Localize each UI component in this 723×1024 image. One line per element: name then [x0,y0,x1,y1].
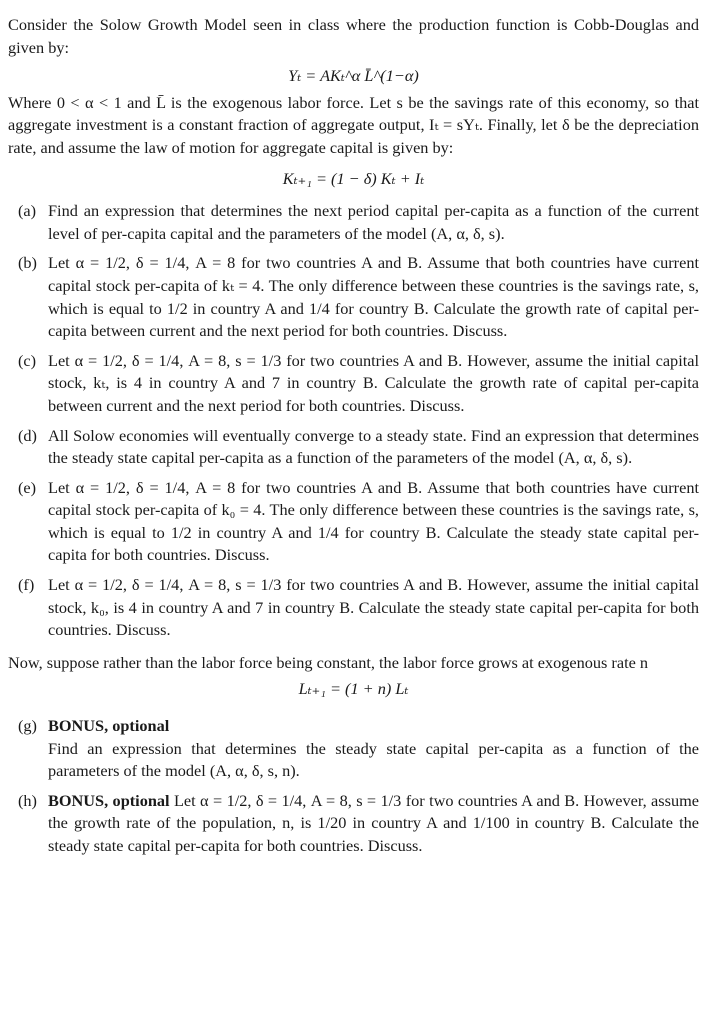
question-text: All Solow economies will eventually converge to a steady state. Find an expression that determines the steady state capital per-capita as a function of the parameters of the model (A, α, δ, s). [48,425,699,468]
question-g [8,715,699,783]
question-f [8,574,699,642]
question-text: Find an expression that determines the next period capital per-capita as a function of the current level of per-capita capital and the parameters of the model (A, α, δ, s). [48,201,699,243]
production-function-equation: Yₜ = AKₜ^α L̄^(1−α) [288,66,419,86]
labor-growth-equation: Lₜ₊₁ = (1 + n) Lₜ [298,679,409,699]
bonus-question-list [8,715,699,858]
question-e [8,477,699,567]
question-b [8,252,699,342]
question-label: (a) [18,201,37,221]
question-text: Find an expression that determines the steady state capital per-capita as a function of the parameters of the model (A, α, δ, s, n). [48,738,699,781]
bonus-tag: BONUS, optional [48,790,170,810]
question-c [8,350,699,418]
question-a [8,200,699,245]
labor-growth-paragraph: Now, suppose rather than the labor force being constant, the labor force grows at exogenous rate n [8,652,649,672]
question-label: (b) [18,253,37,273]
question-text: Let α = 1/2, δ = 1/4, A = 8, s = 1/3 for two countries A and B. However, assume the initial capital stock, k₀, is 4 in country A and 7 in country B. Calculate the steady state capital per-capita for both countries. Discuss. [48,575,699,640]
question-label: (g) [18,716,37,736]
question-label: (f) [18,575,35,595]
question-list [8,200,699,642]
question-text: Let α = 1/2, δ = 1/4, A = 8 for two countries A and B. Assume that both countries have current capital stock per-capita of k₀ = 4. The only difference between these countries is the savings rate, s, which is equal to 1/2 in country A and 1/4 for country B. Calculate the steady state capital per-capita for both countries. Discuss. [48,477,699,565]
question-h [8,790,699,858]
question-text: Let α = 1/2, δ = 1/4, A = 8, s = 1/3 for two countries A and B. However, assume the initial capital stock, kₜ, is 4 in country A and 7 in country B. Calculate the growth rate of capital per-capita between current and the next period for both countries. Discuss. [48,350,699,415]
problem-page [8,14,699,865]
assumptions-paragraph: Where 0 < α < 1 and L̄ is the exogenous labor force. Let s be the savings rate of this economy, so that aggregate investment is a constant fraction of aggregate output, Iₜ = sYₜ. Finally, let δ be the depreciation rate, and assume the law of motion for aggregate capital is given by: [8,92,699,157]
question-label: (e) [18,477,37,497]
question-label: (d) [18,425,37,445]
question-label: (h) [18,790,37,810]
bonus-tag: BONUS, optional [48,716,170,736]
question-label: (c) [18,350,37,370]
question-text: Let α = 1/2, δ = 1/4, A = 8, s = 1/3 for two countries A and B. However, assume the growth rate of the population, n, is 1/20 in country A and 1/100 in country B. Calculate the steady state capital per-capita for both countries. Discuss. [48,790,699,855]
question-text: Let α = 1/2, δ = 1/4, A = 8 for two countries A and B. Assume that both countries have current capital stock per-capita of kₜ = 4. The only difference between these countries is the savings rate, s, which is equal to 1/2 in country A and 1/4 for country B. Calculate the growth rate of capital per-capita between current and the next period for both countries. Discuss. [48,253,699,341]
intro-paragraph: Consider the Solow Growth Model seen in class where the production function is Cobb-Douglas and given by: [8,15,699,57]
question-d [8,425,699,470]
capital-law-of-motion-equation: Kₜ₊₁ = (1 − δ) Kₜ + Iₜ [282,168,425,188]
